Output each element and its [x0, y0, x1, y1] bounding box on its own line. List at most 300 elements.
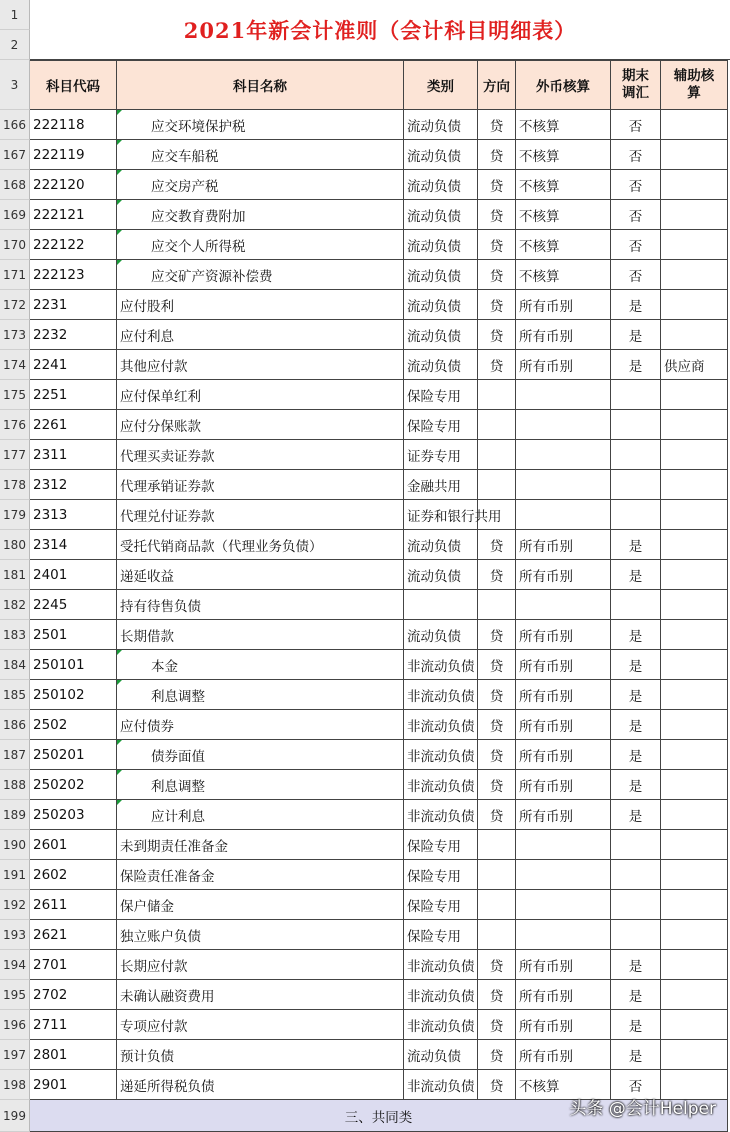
cell-aux[interactable]	[661, 290, 728, 320]
cell-period-end[interactable]: 是	[611, 770, 661, 800]
row-header[interactable]: 3	[0, 60, 30, 110]
row-header[interactable]: 184	[0, 650, 30, 680]
table-row	[30, 590, 728, 620]
cell-period-end[interactable]	[611, 890, 661, 920]
cell-direction[interactable]: 贷	[478, 290, 516, 320]
cell-category[interactable]: 非流动负债	[404, 770, 478, 800]
cell-category[interactable]: 流动负债	[404, 1040, 478, 1070]
cell-period-end[interactable]: 是	[611, 650, 661, 680]
cell-category[interactable]: 保险专用	[404, 860, 478, 890]
cell-foreign[interactable]: 所有币别	[516, 290, 611, 320]
cell-category[interactable]: 非流动负债	[404, 800, 478, 830]
cell-category[interactable]: 保险专用	[404, 410, 478, 440]
cell-category[interactable]: 流动负债	[404, 110, 478, 140]
table-row	[30, 260, 728, 290]
cell-direction[interactable]: 贷	[478, 260, 516, 290]
cell-name[interactable]: 应付分保账款	[117, 410, 404, 440]
cell-category[interactable]: 流动负债	[404, 320, 478, 350]
cell-direction[interactable]: 贷	[478, 980, 516, 1010]
row-header[interactable]: 187	[0, 740, 30, 770]
cell-foreign[interactable]: 所有币别	[516, 680, 611, 710]
cell-period-end[interactable]: 是	[611, 800, 661, 830]
row-header[interactable]: 1	[0, 0, 30, 30]
table-row	[30, 740, 728, 770]
cell-period-end[interactable]	[611, 860, 661, 890]
cell-direction[interactable]: 贷	[478, 680, 516, 710]
cell-aux[interactable]	[661, 950, 728, 980]
row-header[interactable]: 186	[0, 710, 30, 740]
cell-direction[interactable]: 贷	[478, 320, 516, 350]
cell-name[interactable]: 保户储金	[117, 890, 404, 920]
row-header[interactable]: 188	[0, 770, 30, 800]
header-code[interactable]: 科目代码	[30, 61, 117, 110]
cell-category[interactable]: 保险专用	[404, 380, 478, 410]
cell-aux[interactable]	[661, 230, 728, 260]
row-header[interactable]: 2	[0, 30, 30, 60]
cell-code[interactable]: 250102	[30, 680, 117, 710]
cell-period-end[interactable]: 否	[611, 170, 661, 200]
table-row	[30, 680, 728, 710]
cell-category[interactable]: 非流动负债	[404, 710, 478, 740]
cell-name[interactable]: 代理兑付证券款	[117, 500, 404, 530]
cell-name[interactable]: 应交环境保护税	[117, 110, 404, 140]
cell-foreign[interactable]	[516, 830, 611, 860]
cell-name[interactable]: 代理承销证券款	[117, 470, 404, 500]
cell-foreign[interactable]: 所有币别	[516, 800, 611, 830]
row-header[interactable]: 169	[0, 200, 30, 230]
cell-period-end[interactable]: 是	[611, 530, 661, 560]
cell-aux[interactable]	[661, 890, 728, 920]
cell-code[interactable]: 250201	[30, 740, 117, 770]
table-row	[30, 110, 728, 140]
cell-aux[interactable]	[661, 1040, 728, 1070]
cell-code[interactable]: 2232	[30, 320, 117, 350]
cell-foreign[interactable]: 所有币别	[516, 950, 611, 980]
table-row	[30, 230, 728, 260]
cell-aux[interactable]	[661, 140, 728, 170]
header-period-end[interactable]	[611, 61, 661, 110]
row-header[interactable]: 191	[0, 860, 30, 890]
cell-name[interactable]: 应计利息	[117, 800, 404, 830]
cell-period-end[interactable]: 是	[611, 710, 661, 740]
cell-foreign[interactable]	[516, 890, 611, 920]
cell-category[interactable]: 金融共用	[404, 470, 478, 500]
header-aux-l2: 算	[687, 85, 701, 101]
cell-foreign[interactable]: 不核算	[516, 110, 611, 140]
header-row	[30, 60, 728, 110]
cell-aux[interactable]	[661, 440, 728, 470]
cell-aux[interactable]	[661, 980, 728, 1010]
cell-category[interactable]: 非流动负债	[404, 1070, 478, 1100]
cell-foreign[interactable]	[516, 470, 611, 500]
cell-direction[interactable]	[478, 830, 516, 860]
cell-period-end[interactable]: 否	[611, 140, 661, 170]
cell-direction[interactable]: 贷	[478, 110, 516, 140]
cell-code[interactable]: 222119	[30, 140, 117, 170]
cell-name[interactable]: 应付股利	[117, 290, 404, 320]
cell-category[interactable]: 流动负债	[404, 560, 478, 590]
cell-foreign[interactable]: 不核算	[516, 260, 611, 290]
cell-foreign[interactable]: 不核算	[516, 200, 611, 230]
table-row	[30, 350, 728, 380]
cell-code[interactable]: 2245	[30, 590, 117, 620]
row-header[interactable]: 178	[0, 470, 30, 500]
cell-foreign[interactable]: 所有币别	[516, 350, 611, 380]
cell-code[interactable]: 222118	[30, 110, 117, 140]
cell-name[interactable]: 应交矿产资源补偿费	[117, 260, 404, 290]
cell-foreign[interactable]: 所有币别	[516, 530, 611, 560]
cell-category[interactable]: 保险专用	[404, 920, 478, 950]
title-cell[interactable]	[30, 0, 730, 60]
cell-name[interactable]: 应交教育费附加	[117, 200, 404, 230]
cell-code[interactable]: 222120	[30, 170, 117, 200]
cell-foreign[interactable]: 所有币别	[516, 710, 611, 740]
header-direction[interactable]: 方向	[478, 61, 516, 110]
cell-aux[interactable]	[661, 110, 728, 140]
header-foreign[interactable]: 外币核算	[516, 61, 611, 110]
row-header[interactable]: 183	[0, 620, 30, 650]
cell-direction[interactable]: 贷	[478, 1070, 516, 1100]
cell-category[interactable]: 流动负债	[404, 620, 478, 650]
table-row	[30, 620, 728, 650]
cell-name[interactable]: 未确认融资费用	[117, 980, 404, 1010]
cell-code[interactable]: 250101	[30, 650, 117, 680]
cell-foreign[interactable]: 不核算	[516, 140, 611, 170]
cell-category[interactable]: 非流动负债	[404, 950, 478, 980]
cell-foreign[interactable]: 所有币别	[516, 560, 611, 590]
header-name[interactable]: 科目名称	[117, 61, 404, 110]
cell-direction[interactable]	[478, 890, 516, 920]
cell-name[interactable]: 长期应付款	[117, 950, 404, 980]
cell-aux[interactable]	[661, 200, 728, 230]
cell-foreign[interactable]: 所有币别	[516, 620, 611, 650]
cell-period-end[interactable]: 是	[611, 620, 661, 650]
table-row	[30, 890, 728, 920]
cell-aux[interactable]	[661, 740, 728, 770]
cell-period-end[interactable]: 是	[611, 680, 661, 710]
cell-direction[interactable]: 贷	[478, 710, 516, 740]
cell-aux[interactable]	[661, 860, 728, 890]
cell-foreign[interactable]	[516, 440, 611, 470]
cell-aux[interactable]	[661, 650, 728, 680]
cell-code[interactable]: 2314	[30, 530, 117, 560]
row-header[interactable]: 173	[0, 320, 30, 350]
cell-category[interactable]: 流动负债	[404, 290, 478, 320]
cell-direction[interactable]: 贷	[478, 230, 516, 260]
cell-aux[interactable]	[661, 320, 728, 350]
cell-direction[interactable]	[478, 410, 516, 440]
cell-name[interactable]: 应付保单红利	[117, 380, 404, 410]
cell-category[interactable]: 流动负债	[404, 170, 478, 200]
cell-aux[interactable]	[661, 710, 728, 740]
cell-foreign[interactable]	[516, 860, 611, 890]
cell-aux[interactable]	[661, 560, 728, 590]
cell-aux[interactable]	[661, 410, 728, 440]
cell-name[interactable]: 递延所得税负债	[117, 1070, 404, 1100]
cell-direction[interactable]: 贷	[478, 170, 516, 200]
header-aux-l1: 辅助核	[673, 68, 715, 84]
cell-code[interactable]: 2901	[30, 1070, 117, 1100]
row-header[interactable]: 193	[0, 920, 30, 950]
table-row	[30, 530, 728, 560]
cell-foreign[interactable]: 所有币别	[516, 650, 611, 680]
row-header[interactable]: 189	[0, 800, 30, 830]
row-header[interactable]: 185	[0, 680, 30, 710]
row-header[interactable]: 166	[0, 110, 30, 140]
table-row	[30, 200, 728, 230]
cell-aux[interactable]	[661, 1010, 728, 1040]
row-header[interactable]: 192	[0, 890, 30, 920]
cell-aux[interactable]	[661, 920, 728, 950]
cell-code[interactable]: 2702	[30, 980, 117, 1010]
cell-foreign[interactable]	[516, 920, 611, 950]
cell-name[interactable]: 本金	[117, 650, 404, 680]
cell-foreign[interactable]: 所有币别	[516, 1010, 611, 1040]
cell-foreign[interactable]	[516, 590, 611, 620]
section-cell[interactable]: 三、共同类	[30, 1100, 728, 1132]
cell-aux[interactable]	[661, 680, 728, 710]
cell-foreign[interactable]: 所有币别	[516, 740, 611, 770]
sheet-title: 2021年新会计准则（会计科目明细表）	[183, 17, 577, 43]
row-header[interactable]: 194	[0, 950, 30, 980]
cell-aux[interactable]	[661, 620, 728, 650]
cell-category[interactable]: 流动负债	[404, 200, 478, 230]
cell-category[interactable]: 流动负债	[404, 140, 478, 170]
cell-code[interactable]: 222122	[30, 230, 117, 260]
cell-period-end[interactable]: 是	[611, 950, 661, 980]
cell-code[interactable]: 2801	[30, 1040, 117, 1070]
cell-aux[interactable]: 供应商	[661, 350, 728, 380]
header-aux[interactable]	[661, 61, 728, 110]
cell-category[interactable]: 非流动负债	[404, 680, 478, 710]
cell-period-end[interactable]: 是	[611, 560, 661, 590]
cell-period-end[interactable]: 是	[611, 290, 661, 320]
cell-aux[interactable]	[661, 380, 728, 410]
cell-period-end[interactable]: 是	[611, 350, 661, 380]
cell-direction[interactable]: 贷	[478, 1010, 516, 1040]
cell-period-end[interactable]: 是	[611, 1010, 661, 1040]
cell-foreign[interactable]: 不核算	[516, 230, 611, 260]
cell-category[interactable]: 非流动负债	[404, 980, 478, 1010]
cell-direction[interactable]	[478, 590, 516, 620]
cell-code[interactable]: 2251	[30, 380, 117, 410]
cell-direction[interactable]: 贷	[478, 800, 516, 830]
cell-category[interactable]: 非流动负债	[404, 650, 478, 680]
table-row	[30, 140, 728, 170]
table-row	[30, 440, 728, 470]
cell-name[interactable]: 独立账户负债	[117, 920, 404, 950]
cell-direction[interactable]: 贷	[478, 650, 516, 680]
cell-period-end[interactable]	[611, 920, 661, 950]
cell-foreign[interactable]: 不核算	[516, 170, 611, 200]
row-header[interactable]: 168	[0, 170, 30, 200]
cell-aux[interactable]	[661, 470, 728, 500]
cell-code[interactable]: 250203	[30, 800, 117, 830]
cell-name[interactable]: 预计负债	[117, 1040, 404, 1070]
row-header[interactable]: 179	[0, 500, 30, 530]
cell-direction[interactable]	[478, 920, 516, 950]
cell-code[interactable]: 250202	[30, 770, 117, 800]
cell-foreign[interactable]: 不核算	[516, 1070, 611, 1100]
cell-category[interactable]: 流动负债	[404, 230, 478, 260]
cell-category[interactable]	[404, 590, 478, 620]
cell-name[interactable]: 利息调整	[117, 770, 404, 800]
cell-name[interactable]: 应付债券	[117, 710, 404, 740]
row-header[interactable]: 195	[0, 980, 30, 1010]
cell-name[interactable]: 受托代销商品款（代理业务负债）	[117, 530, 404, 560]
cell-period-end[interactable]: 否	[611, 200, 661, 230]
cell-code[interactable]: 2602	[30, 860, 117, 890]
cell-code[interactable]: 2313	[30, 500, 117, 530]
cell-direction[interactable]: 贷	[478, 620, 516, 650]
cell-period-end[interactable]: 是	[611, 1040, 661, 1070]
cell-aux[interactable]	[661, 770, 728, 800]
row-header[interactable]: 171	[0, 260, 30, 290]
cell-foreign[interactable]: 所有币别	[516, 1040, 611, 1070]
cell-period-end[interactable]	[611, 440, 661, 470]
cell-direction[interactable]: 贷	[478, 560, 516, 590]
row-header[interactable]: 196	[0, 1010, 30, 1040]
cell-name[interactable]: 应交车船税	[117, 140, 404, 170]
cell-period-end[interactable]	[611, 470, 661, 500]
cell-foreign[interactable]: 所有币别	[516, 770, 611, 800]
cell-direction[interactable]: 贷	[478, 350, 516, 380]
row-header[interactable]: 177	[0, 440, 30, 470]
cell-period-end[interactable]: 否	[611, 230, 661, 260]
cell-name[interactable]: 应交房产税	[117, 170, 404, 200]
cell-code[interactable]: 2501	[30, 620, 117, 650]
cell-direction[interactable]: 贷	[478, 200, 516, 230]
cell-name[interactable]: 未到期责任准备金	[117, 830, 404, 860]
cell-direction[interactable]	[478, 470, 516, 500]
cell-name[interactable]: 债券面值	[117, 740, 404, 770]
cell-code[interactable]: 222121	[30, 200, 117, 230]
cell-period-end[interactable]	[611, 380, 661, 410]
cell-foreign[interactable]	[516, 410, 611, 440]
cell-category[interactable]: 流动负债	[404, 350, 478, 380]
table-row	[30, 500, 728, 530]
table-row	[30, 800, 728, 830]
row-header[interactable]: 174	[0, 350, 30, 380]
cell-foreign[interactable]	[516, 500, 611, 530]
cell-foreign[interactable]	[516, 380, 611, 410]
cell-foreign[interactable]: 所有币别	[516, 980, 611, 1010]
row-header[interactable]: 197	[0, 1040, 30, 1070]
cell-code[interactable]: 2261	[30, 410, 117, 440]
row-header[interactable]: 167	[0, 140, 30, 170]
row-header[interactable]: 190	[0, 830, 30, 860]
cell-direction[interactable]	[478, 440, 516, 470]
row-header[interactable]: 176	[0, 410, 30, 440]
cell-code[interactable]: 2231	[30, 290, 117, 320]
cell-direction[interactable]	[478, 860, 516, 890]
cell-foreign[interactable]: 所有币别	[516, 320, 611, 350]
cell-code[interactable]: 2401	[30, 560, 117, 590]
cell-name[interactable]: 其他应付款	[117, 350, 404, 380]
row-header[interactable]: 170	[0, 230, 30, 260]
table-row	[30, 320, 728, 350]
row-header[interactable]: 182	[0, 590, 30, 620]
cell-aux[interactable]	[661, 830, 728, 860]
cell-direction[interactable]: 贷	[478, 530, 516, 560]
cell-name[interactable]: 长期借款	[117, 620, 404, 650]
cell-code[interactable]: 2241	[30, 350, 117, 380]
cell-aux[interactable]	[661, 590, 728, 620]
cell-code[interactable]: 2611	[30, 890, 117, 920]
cell-category[interactable]: 证券专用	[404, 440, 478, 470]
cell-category[interactable]: 非流动负债	[404, 740, 478, 770]
cell-period-end[interactable]	[611, 410, 661, 440]
cell-category[interactable]: 非流动负债	[404, 1010, 478, 1040]
cell-period-end[interactable]: 否	[611, 1070, 661, 1100]
cell-aux[interactable]	[661, 800, 728, 830]
cell-period-end[interactable]: 否	[611, 110, 661, 140]
cell-period-end[interactable]: 是	[611, 320, 661, 350]
cell-code[interactable]: 222123	[30, 260, 117, 290]
cell-period-end[interactable]	[611, 830, 661, 860]
table-row	[30, 710, 728, 740]
cell-aux[interactable]	[661, 170, 728, 200]
cell-direction[interactable]: 贷	[478, 740, 516, 770]
cell-name[interactable]: 保险责任准备金	[117, 860, 404, 890]
cell-name[interactable]: 应付利息	[117, 320, 404, 350]
cell-code[interactable]: 2312	[30, 470, 117, 500]
cell-period-end[interactable]	[611, 590, 661, 620]
cell-aux[interactable]	[661, 260, 728, 290]
cell-category[interactable]: 保险专用	[404, 890, 478, 920]
row-header[interactable]: 172	[0, 290, 30, 320]
cell-code[interactable]: 2711	[30, 1010, 117, 1040]
cell-period-end[interactable]: 是	[611, 740, 661, 770]
cell-category[interactable]: 流动负债	[404, 260, 478, 290]
cell-code[interactable]: 2621	[30, 920, 117, 950]
cell-name[interactable]: 应交个人所得税	[117, 230, 404, 260]
cell-category[interactable]: 证券和银行共用	[404, 500, 478, 530]
row-header[interactable]: 198	[0, 1070, 30, 1100]
table-row	[30, 410, 728, 440]
table-row	[30, 290, 728, 320]
cell-aux[interactable]	[661, 530, 728, 560]
row-header[interactable]: 199	[0, 1100, 30, 1132]
cell-direction[interactable]	[478, 380, 516, 410]
row-header[interactable]: 181	[0, 560, 30, 590]
cell-name[interactable]: 递延收益	[117, 560, 404, 590]
cell-name[interactable]: 利息调整	[117, 680, 404, 710]
cell-direction[interactable]: 贷	[478, 950, 516, 980]
cell-category[interactable]: 保险专用	[404, 830, 478, 860]
cell-direction[interactable]	[478, 500, 516, 530]
cell-code[interactable]: 2601	[30, 830, 117, 860]
cell-name[interactable]: 代理买卖证券款	[117, 440, 404, 470]
cell-direction[interactable]: 贷	[478, 770, 516, 800]
cell-direction[interactable]: 贷	[478, 140, 516, 170]
header-category[interactable]: 类别	[404, 61, 478, 110]
cell-name[interactable]: 持有待售负债	[117, 590, 404, 620]
row-header[interactable]: 175	[0, 380, 30, 410]
cell-period-end[interactable]: 否	[611, 260, 661, 290]
cell-aux[interactable]	[661, 500, 728, 530]
cell-name[interactable]: 专项应付款	[117, 1010, 404, 1040]
cell-code[interactable]: 2311	[30, 440, 117, 470]
cell-category[interactable]: 流动负债	[404, 530, 478, 560]
cell-direction[interactable]: 贷	[478, 1040, 516, 1070]
row-header[interactable]: 180	[0, 530, 30, 560]
cell-code[interactable]: 2701	[30, 950, 117, 980]
cell-period-end[interactable]	[611, 500, 661, 530]
cell-period-end[interactable]: 是	[611, 980, 661, 1010]
header-period-end-l2: 调汇	[622, 85, 649, 101]
cell-code[interactable]: 2502	[30, 710, 117, 740]
